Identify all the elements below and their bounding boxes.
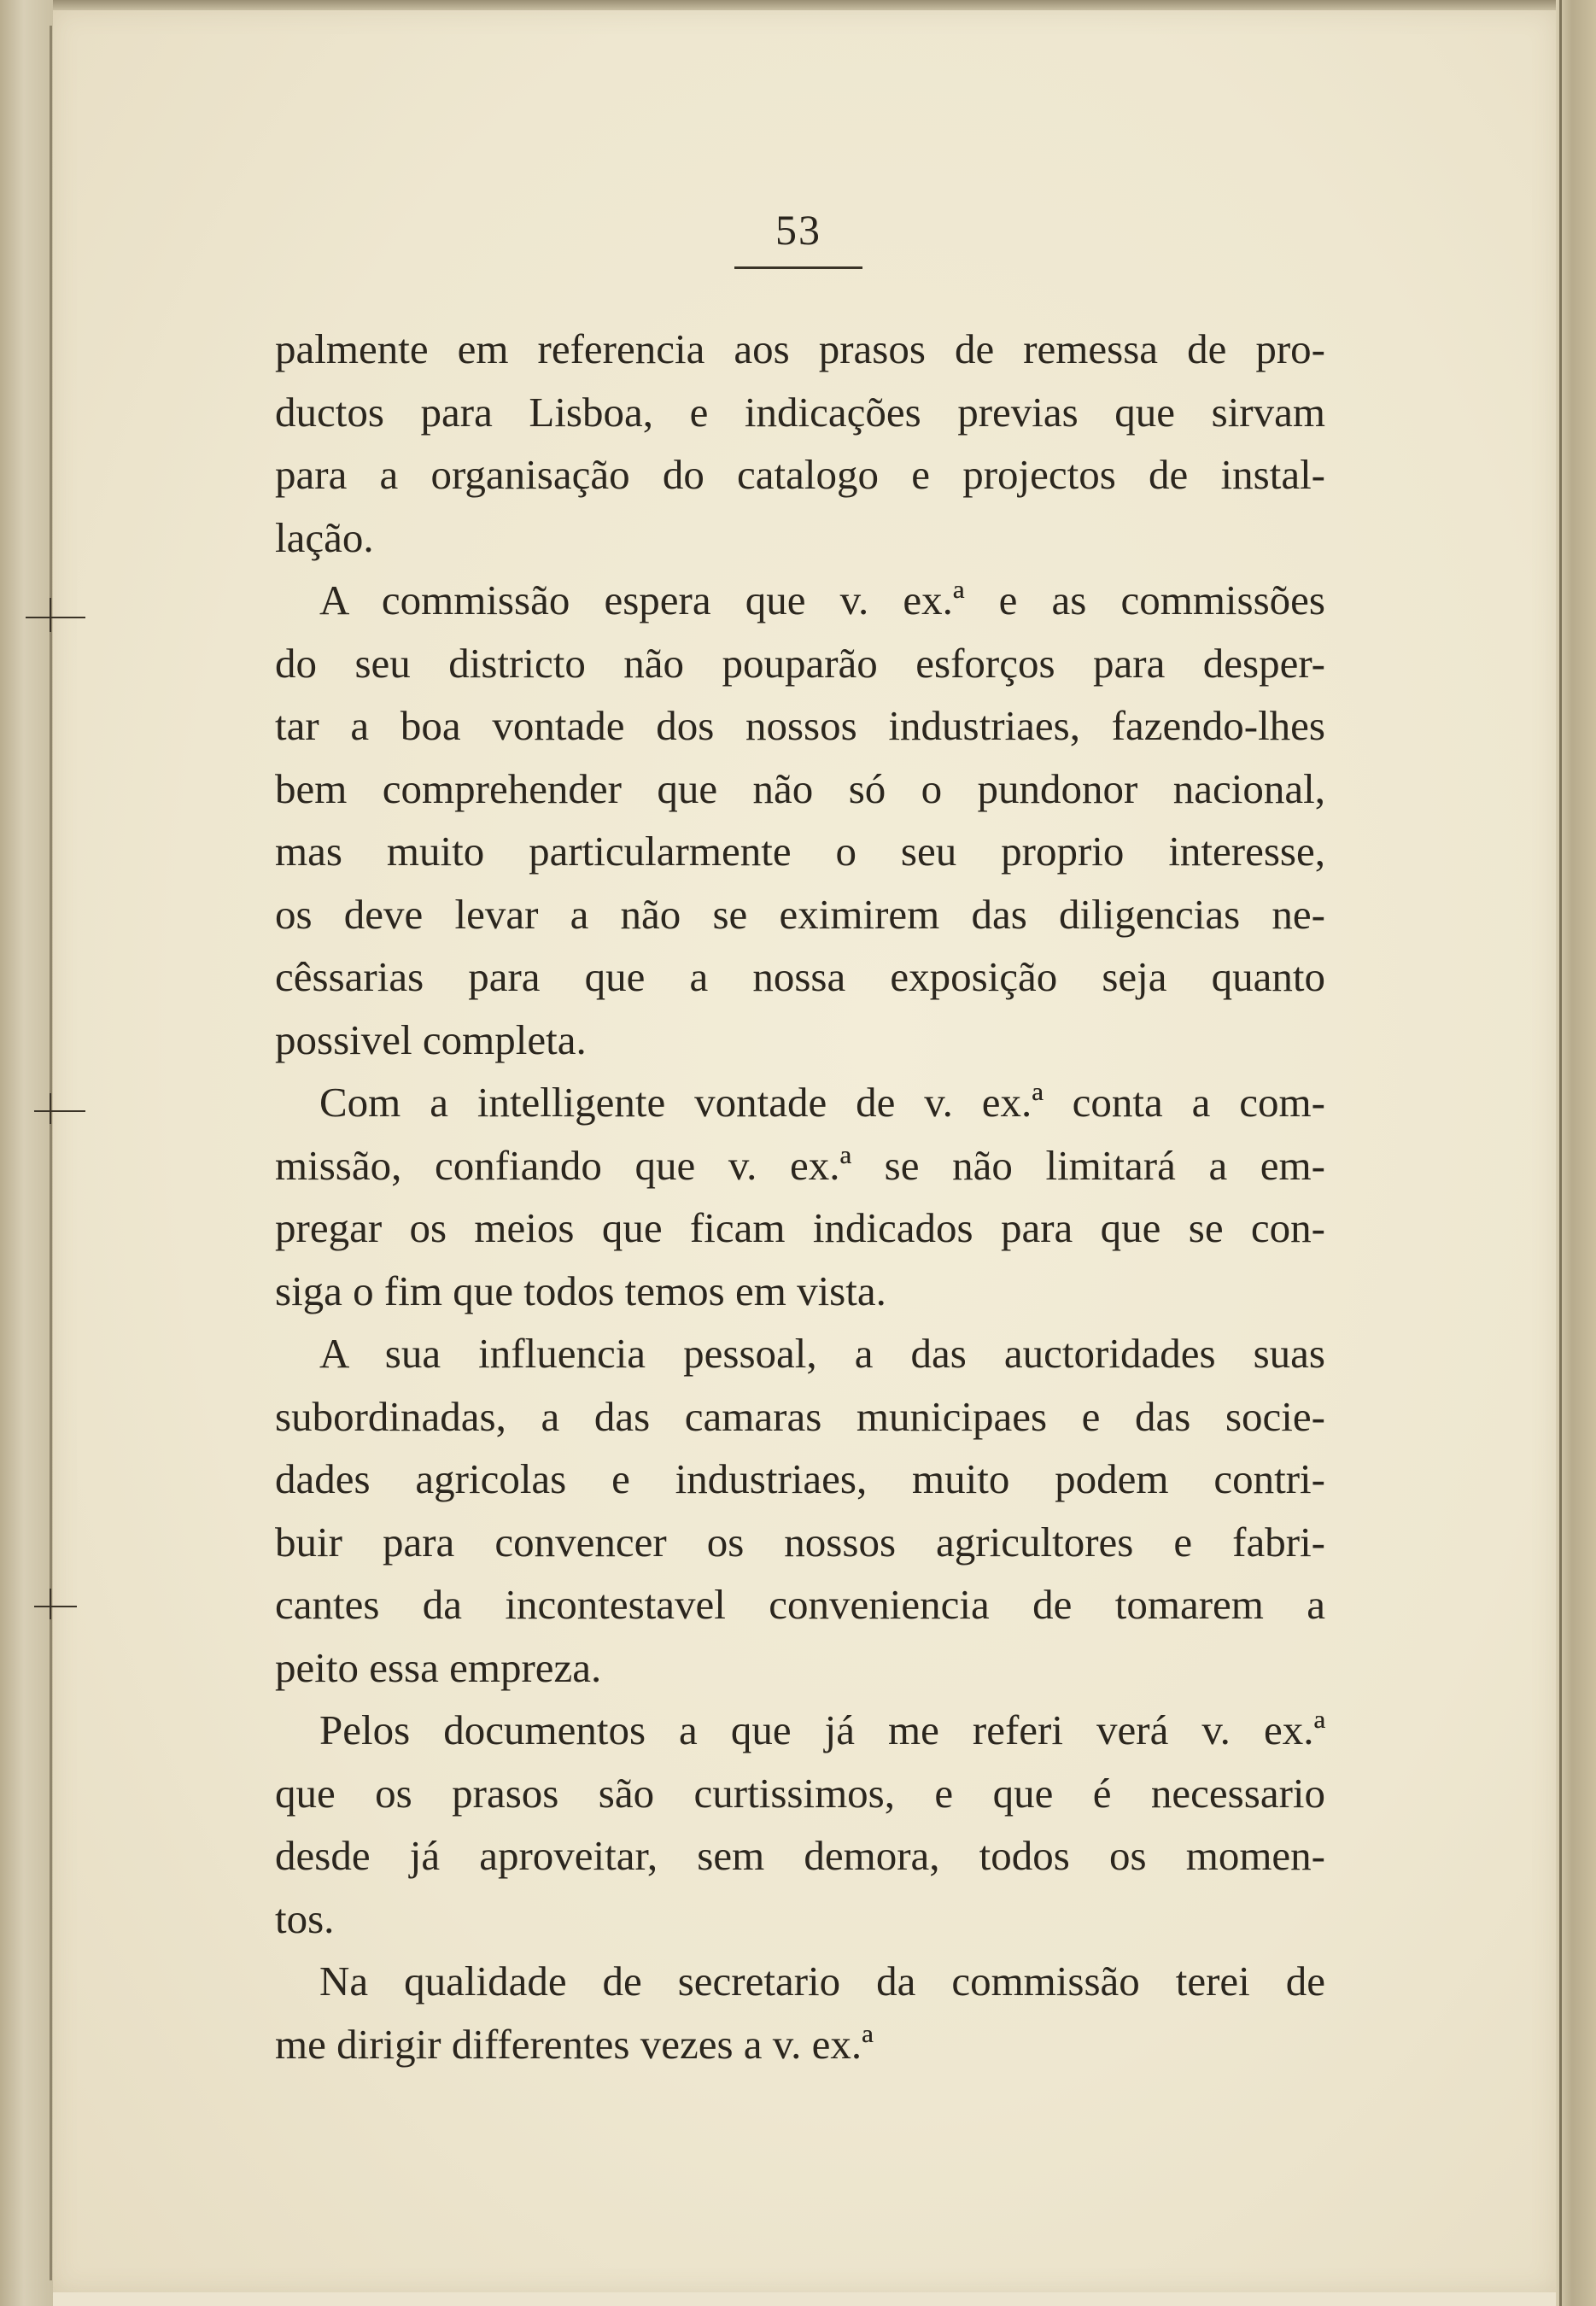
page-number-rule (734, 266, 862, 269)
text-line: subordinadas, a das camaras municipaes e das socie- (275, 1392, 1325, 1440)
margin-tick (34, 1606, 77, 1607)
text-line: dades agricolas e industriaes, muito podem contri- (275, 1455, 1325, 1502)
text-line: Pelos documentos a que já me referi verá v. ex.ª (319, 1706, 1325, 1753)
text-line: A commissão espera que v. ex.ª e as commissões (319, 576, 1325, 623)
page-number: 53 (775, 206, 821, 254)
binding-strip (0, 0, 53, 2306)
text-line: os deve levar a não se eximirem das diligencias ne- (275, 890, 1325, 938)
text-line: mas muito particularmente o seu proprio interesse, (275, 828, 1325, 875)
text-line: me dirigir differentes vezes a v. ex.ª (275, 2020, 874, 2068)
text-line: tar a boa vontade dos nossos industriaes, fazendo-lhes (275, 702, 1325, 749)
text-line: ductos para Lisboa, e indicações previas que sirvam (275, 388, 1325, 436)
margin-tick (50, 598, 51, 632)
text-line: desde já aproveitar, sem demora, todos os momen- (275, 1832, 1325, 1879)
right-edge-line (1559, 0, 1562, 2306)
margin-tick (50, 1589, 51, 1619)
text-line: buir para convencer os nossos agricultores e fabri- (275, 1518, 1325, 1566)
margin-tick (50, 1093, 51, 1124)
text-line: que os prasos são curtissimos, e que é necessario (275, 1769, 1325, 1817)
text-line: tos. (275, 1894, 335, 1942)
text-line: lação. (275, 513, 374, 561)
text-line: missão, confiando que v. ex.ª se não limitará a em- (275, 1141, 1325, 1189)
text-line: do seu districto não pouparão esforços para desper- (275, 639, 1325, 687)
binding-edge (50, 26, 52, 2280)
text-line: A sua influencia pessoal, a das auctoridades suas (319, 1330, 1325, 1377)
text-line: peito essa empreza. (275, 1643, 602, 1691)
text-line: Com a intelligente vontade de v. ex.ª conta a com- (319, 1079, 1325, 1126)
body-text (275, 318, 1325, 2075)
text-line: cantes da incontestavel conveniencia de tomarem a (275, 1581, 1325, 1628)
text-line: pregar os meios que ficam indicados para que se con- (275, 1204, 1325, 1251)
text-line: bem comprehender que não só o pundonor nacional, (275, 764, 1325, 812)
text-line: para a organisação do catalogo e projectos de instal- (275, 451, 1325, 498)
margin-tick (26, 617, 85, 618)
text-line: cêssarias para que a nossa exposição seja quanto (275, 953, 1325, 1000)
right-page-edge (1556, 0, 1596, 2306)
text-line: Na qualidade de secretario da commissão terei de (319, 1958, 1325, 2005)
text-line: siga o fim que todos temos em vista. (275, 1267, 886, 1314)
text-line: possivel completa. (275, 1015, 587, 1063)
text-line: palmente em referencia aos prasos de remessa de pro- (275, 325, 1325, 372)
margin-tick (34, 1110, 85, 1112)
